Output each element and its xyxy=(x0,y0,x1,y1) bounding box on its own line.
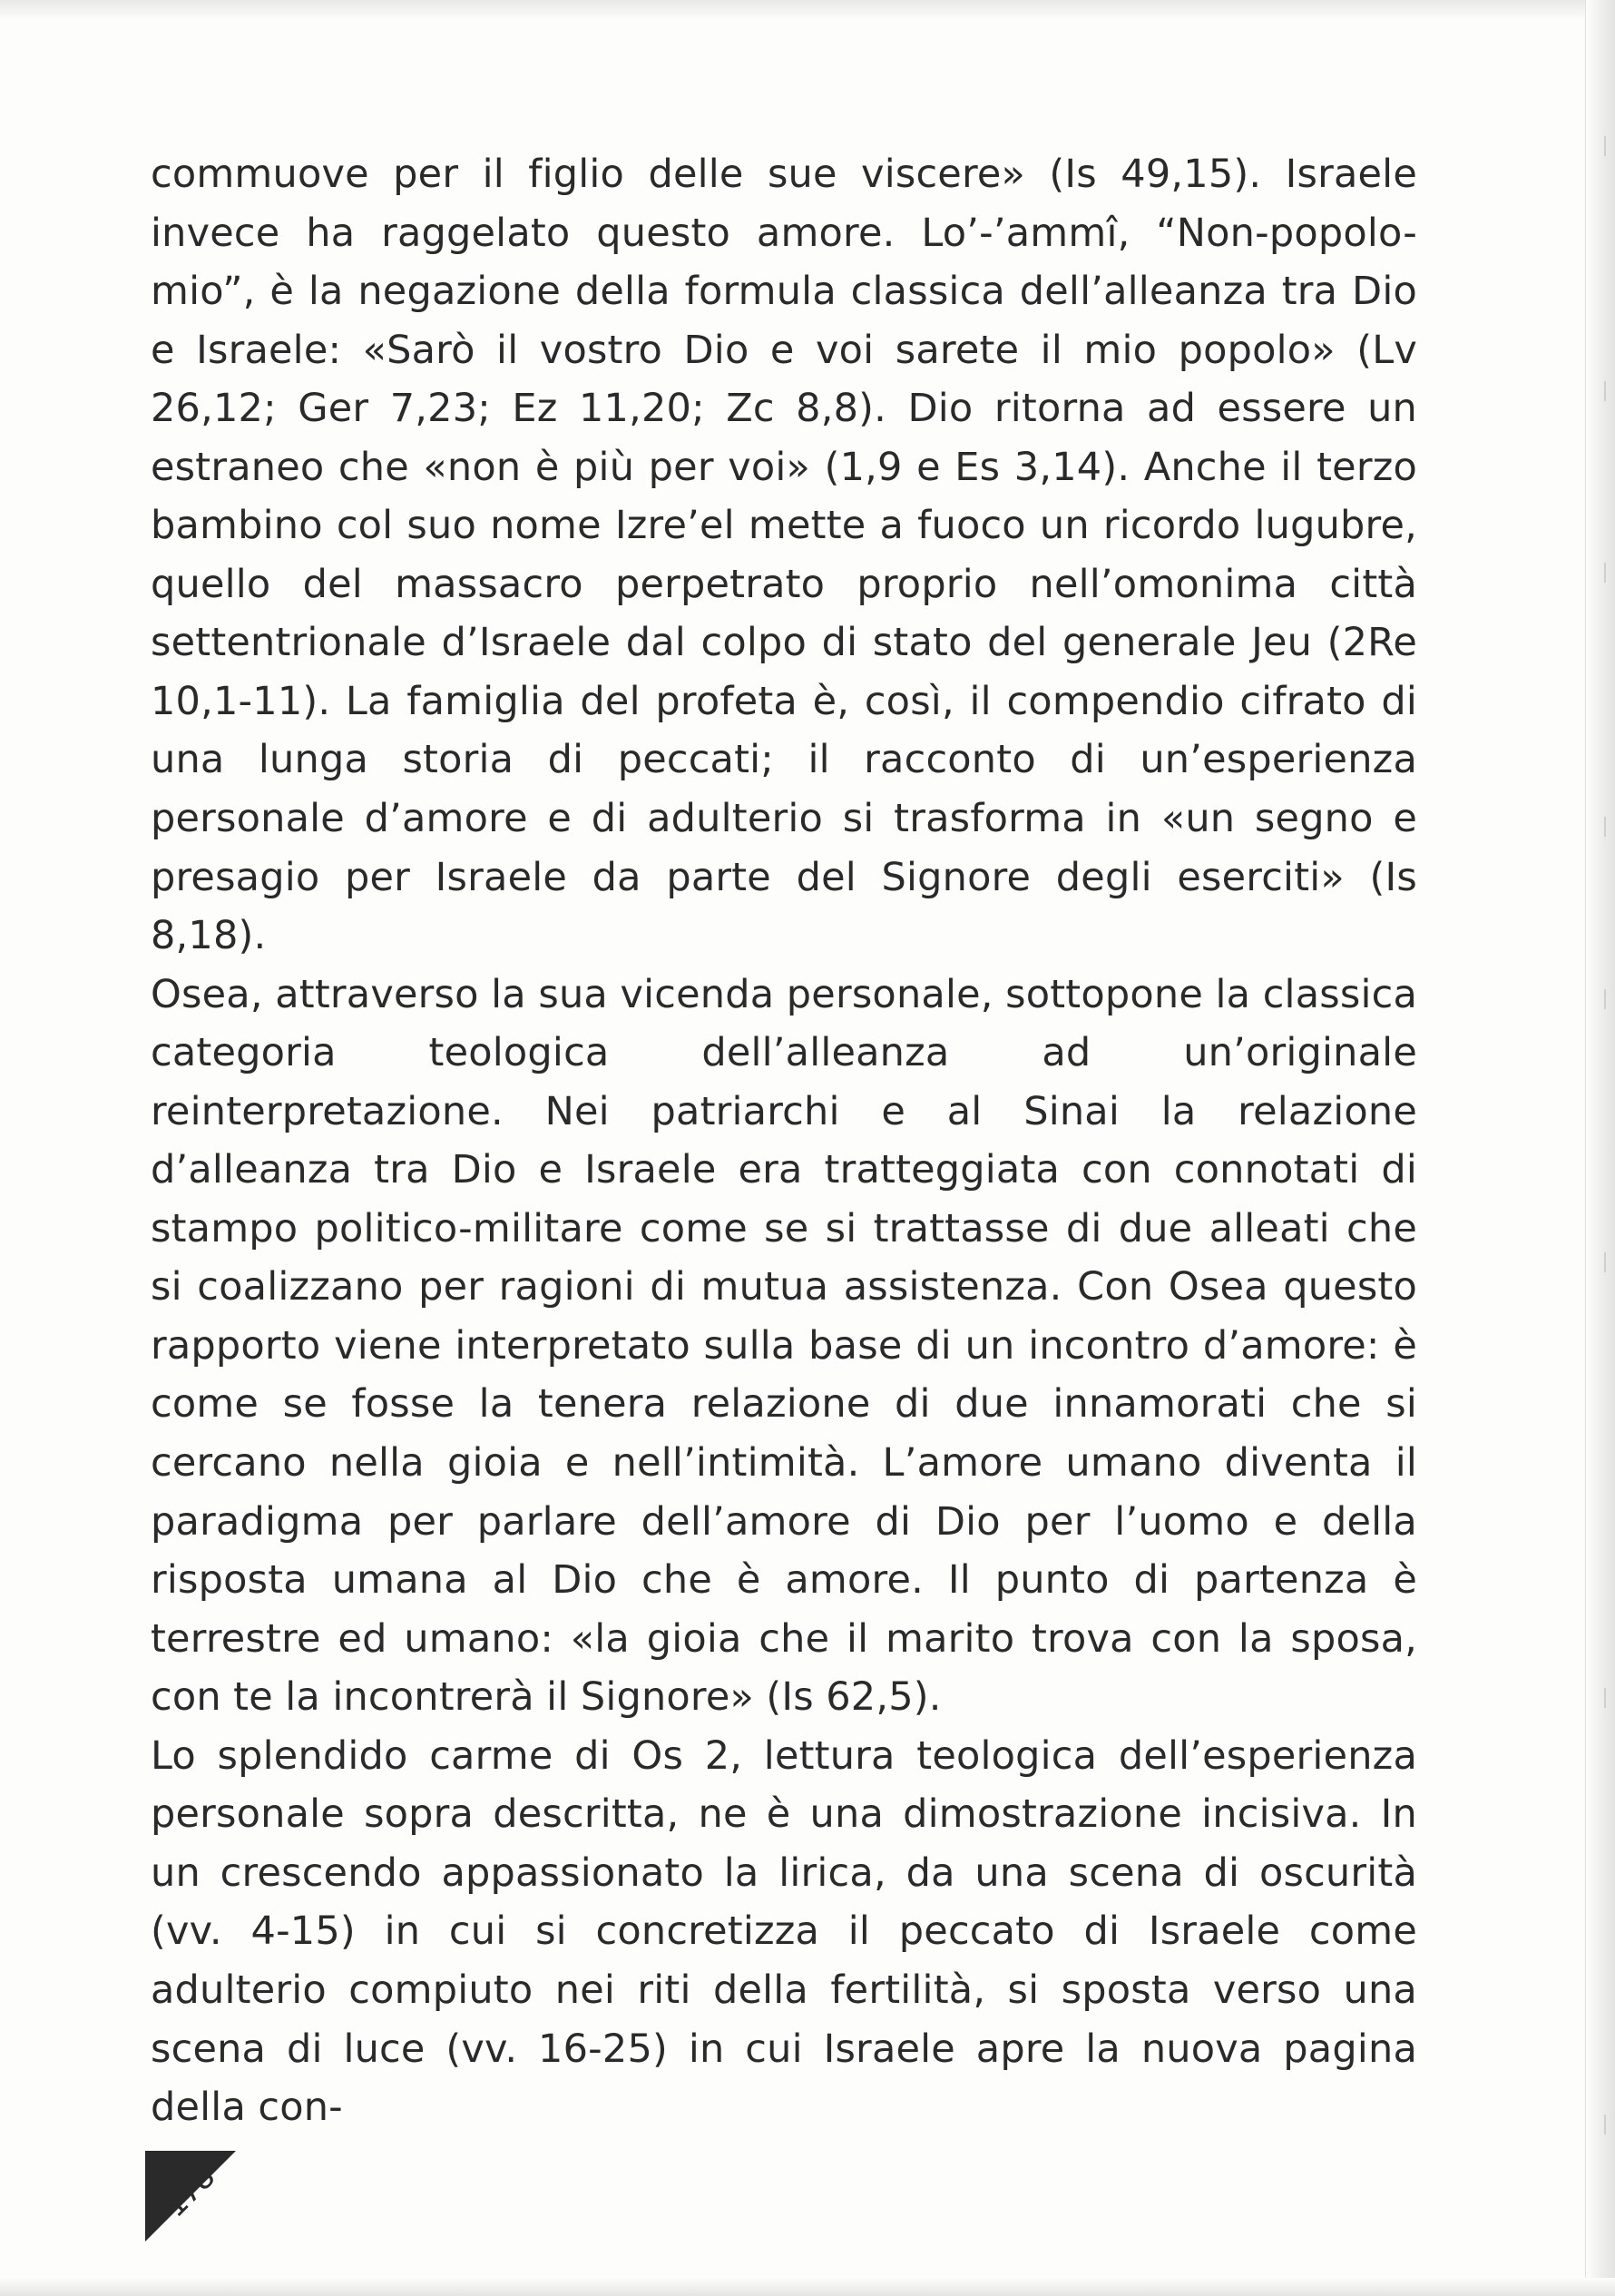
paragraph-3: Lo splendido carme di Os 2, lettura teologica dell’esperienza personale sopra descritta, ne è una dimostrazione incisiva. In un crescendo appassionato la lirica, da una scena di oscurità (vv. 4-15) in cui si concretizza il peccato di Israele come adulterio compiuto nei riti della fertilità, si sposta verso una scena di luce (vv. 16-25) in cui Israele apre la nuova pagina della con- xyxy=(151,1732,1417,2131)
margin-mark xyxy=(1604,1252,1606,1272)
scan-right-edge xyxy=(1585,0,1615,2296)
body-text xyxy=(151,145,1417,2137)
scan-top-edge xyxy=(0,0,1615,20)
page-number: 178 xyxy=(156,2159,222,2225)
paragraph-1: commuove per il figlio delle sue viscere» (Is 49,15). Israele invece ha raggelato questo amore. Lo’-’ammî, “Non-popolo-mio”, è la negazione della formula classica dell’alleanza tra Dio e Israele: «Sarò il vostro Dio e voi sarete il mio popolo» (Lv 26,12; Ger 7,23; Ez 11,20; Zc 8,8). Dio ritorna ad essere un estraneo che «non è più per voi» (1,9 e Es 3,14). Anche il terzo bambino col suo nome Izre’el mette a fuoco un ricordo lugubre, quello del massacro perpetrato proprio nell’omonima città settentrionale d’Israele dal colpo di stato del generale Jeu (2Re 10,1-11). La famiglia del profeta è, così, il compendio cifrato di una lunga storia di peccati; il racconto di un’esperienza personale d’amore e di adulterio si trasforma in «un segno e presagio per Israele da parte del Signore degli eserciti» (Is 8,18). xyxy=(151,152,1417,959)
margin-mark xyxy=(1604,563,1606,583)
margin-mark xyxy=(1604,136,1606,156)
margin-mark xyxy=(1604,989,1606,1009)
margin-mark xyxy=(1604,817,1606,837)
margin-mark xyxy=(1604,1688,1606,1708)
paragraph-2: Osea, attraverso la sua vicenda personale, sottopone la classica categoria teologica dell’alleanza ad un’originale reinterpretazione. Nei patriarchi e al Sinai la relazione d’alleanza tra Dio e Israele era tratteggiata con connotati di stampo politico-militare come se si trattasse di due alleati che si coalizzano per ragioni di mutua assistenza. Con Osea questo rapporto viene interpretato sulla base di un incontro d’amore: è come se fosse la tenera relazione di due innamorati che si cercano nella gioia e nell’intimità. L’amore umano diventa il paradigma per parlare dell’amore di Dio per l’uomo e della risposta umana al Dio che è amore. Il punto di partenza è terrestre ed umano: «la gioia che il marito trova con la sposa, con te la incontrerà il Signore» (Is 62,5). xyxy=(151,971,1417,1721)
margin-mark xyxy=(1604,2114,1606,2134)
page-corner-marker xyxy=(145,2151,254,2251)
margin-mark xyxy=(1604,381,1606,401)
scan-bottom-edge xyxy=(0,2278,1615,2296)
